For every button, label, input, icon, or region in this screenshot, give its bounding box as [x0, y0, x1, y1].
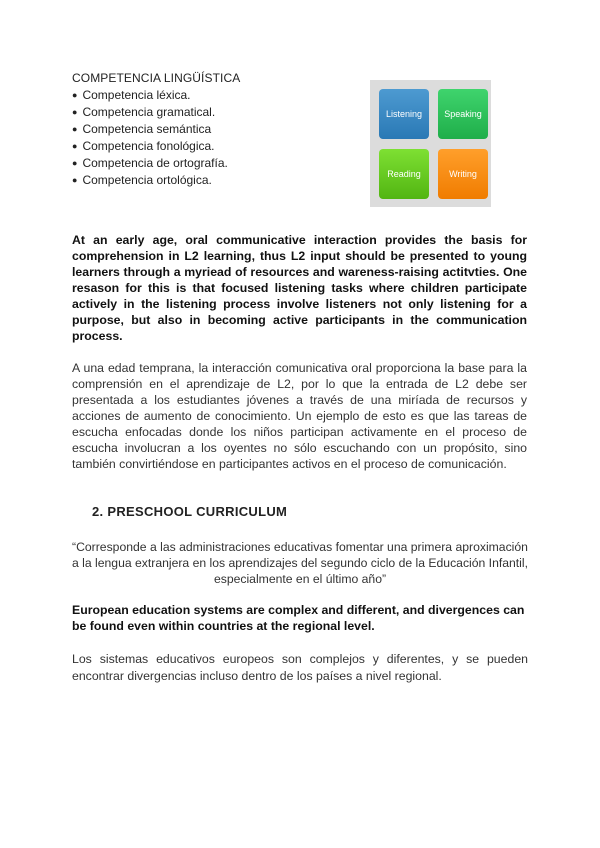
skill-tile-writing: Writing [438, 149, 488, 199]
skill-tile-listening: Listening [379, 89, 429, 139]
list-item: ● Competencia léxica. [72, 87, 228, 104]
paragraph-english-2: European education systems are complex and different, and divergences can be found even within countries at the regional level. [72, 603, 525, 633]
list-item: ● Competencia fonológica. [72, 138, 228, 155]
paragraph-english-1: At an early age, oral communicative interaction provides the basis for comprehension in L2 learning, thus L2 input should be presented to young learners through a myriead of resources and wareness-raising actitvties. One resason for this is that focused listening tasks where children participate actively in the listening process involve listeners not only listening for a purpose, but also in becoming active participants in the communication process. [72, 233, 527, 343]
list-item: ● Competencia de ortografía. [72, 155, 228, 172]
language-skills-diagram [370, 80, 491, 207]
quote: “Corresponde a las administraciones educativas fomentar una primera aproximación a la lengua extranjera en los aprendizajes del segundo ciclo de la Educación Infantil, especialmente en el último año” [72, 540, 528, 586]
paragraph-spanish-2: Los sistemas educativos europeos son complejos y diferentes, y se pueden encontrar divergencias incluso dentro de los países a nivel regional. [72, 652, 528, 683]
competencia-list [72, 87, 228, 189]
list-item: ● Competencia semántica [72, 121, 228, 138]
list-item: ● Competencia gramatical. [72, 104, 228, 121]
competencia-title: COMPETENCIA LINGÜÍSTICA [72, 71, 241, 85]
paragraph-spanish-1: A una edad temprana, la interacción comunicativa oral proporciona la base para la comprensión en el aprendizaje de L2, por lo que la entrada de L2 debe ser presentada a los estudiantes jóvenes a través de una miríada de recursos y acciones de aumento de conocimiento. Un ejemplo de esto es que las tareas de escucha enfocadas donde los niños participan activamente en el proceso de escucha involucran a los oyentes no sólo escuchando con un propósito, sino también convirtiéndose en participantes activos en el proceso de comunicación. [72, 361, 527, 471]
list-item: ● Competencia ortológica. [72, 172, 228, 189]
skill-tile-reading: Reading [379, 149, 429, 199]
section-heading: 2. PRESCHOOL CURRICULUM [92, 504, 288, 519]
skill-tile-speaking: Speaking [438, 89, 488, 139]
